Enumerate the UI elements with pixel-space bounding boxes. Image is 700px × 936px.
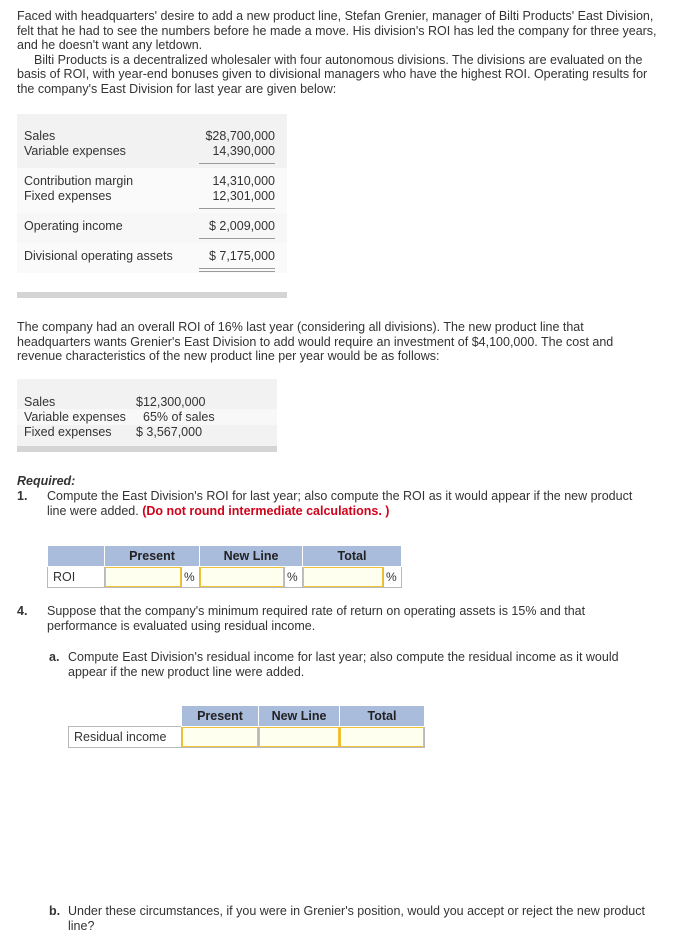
header-new-line: New Line (200, 546, 303, 567)
question-4b-text: Under these circumstances, if you were in Grenier's position, would you accept or reject the new product line? (68, 904, 645, 933)
intro-paragraph-2: Bilti Products is a decentralized wholesaler with four autonomous divisions. The divisions are evaluated on the basis of ROI, with year-end bonuses given to divisional managers who have the highest ROI. Operating results for the company's East Division for last year are given below: (17, 52, 648, 96)
new-fixed-label: Fixed expenses (24, 425, 112, 439)
header-total: Total (340, 706, 425, 727)
new-variable-value: 65% of sales (143, 410, 215, 424)
variable-expenses-label: Variable expenses (24, 144, 126, 158)
required-heading: Required: (17, 474, 76, 488)
roi-present-input[interactable] (105, 567, 181, 587)
table-bottom-bar (17, 446, 277, 452)
table-bottom-bar (17, 292, 287, 298)
contribution-margin-label: Contribution margin (24, 174, 134, 188)
divider (199, 238, 275, 239)
percent-sign: % (182, 567, 200, 588)
ri-present-input[interactable] (182, 727, 258, 747)
new-fixed-value: $ 3,567,000 (136, 425, 203, 439)
header-total: Total (303, 546, 402, 567)
fixed-expenses-value: 12,301,000 (212, 189, 275, 203)
operating-income-label: Operating income (24, 219, 123, 233)
header-blank (48, 546, 105, 567)
question-1-prompt: Compute the East Division's ROI for last year; also compute the ROI as it would appear if the new product line were added. (47, 489, 633, 518)
double-underline (199, 271, 275, 272)
double-underline (199, 268, 275, 269)
sales-label: Sales (24, 129, 56, 143)
residual-income-answer-table (68, 705, 425, 748)
header-present: Present (182, 706, 259, 727)
question-4b-letter: b. (49, 904, 61, 918)
percent-sign: % (285, 567, 303, 588)
new-variable-label: Variable expenses (24, 410, 126, 424)
ri-new-line-input[interactable] (259, 727, 339, 747)
operating-assets-label: Divisional operating assets (24, 249, 173, 263)
problem-intro (17, 9, 667, 96)
new-line-paragraph: The company had an overall ROI of 16% last year (considering all divisions). The new product line that headquarters wants Grenier's East Division to add would require an investment of $4,100,000. The cost and revenue characteristics of the new product line per year would be as follows: (17, 320, 614, 363)
question-4a-text: Compute East Division's residual income for last year; also compute the residual income as it would appear if the new product line were added. (68, 650, 619, 679)
question-1-text (47, 489, 637, 518)
sales-value: $28,700,000 (205, 129, 275, 143)
roi-total-input[interactable] (303, 567, 383, 587)
east-division-results-table (17, 114, 287, 298)
new-sales-value: $12,300,000 (136, 395, 206, 409)
percent-sign: % (384, 567, 402, 588)
header-new-line: New Line (259, 706, 340, 727)
ri-total-input[interactable] (340, 727, 424, 747)
question-1-number: 1. (17, 489, 28, 503)
header-blank (69, 706, 182, 727)
contribution-margin-value: 14,310,000 (212, 174, 275, 188)
divider (199, 208, 275, 209)
divider (199, 163, 275, 164)
question-4-text: Suppose that the company's minimum required rate of return on operating assets is 15% and that performance is evaluated using residual income. (47, 604, 586, 633)
rounding-note: (Do not round intermediate calculations. ) (142, 503, 390, 518)
roi-answer-table (47, 545, 402, 588)
roi-new-line-input[interactable] (200, 567, 284, 587)
operating-assets-value: $ 7,175,000 (208, 249, 275, 263)
header-present: Present (105, 546, 200, 567)
fixed-expenses-label: Fixed expenses (24, 189, 112, 203)
operating-income-value: $ 2,009,000 (208, 219, 275, 233)
variable-expenses-value: 14,390,000 (212, 144, 275, 158)
question-4a-letter: a. (49, 650, 60, 664)
residual-income-row-label: Residual income (69, 727, 182, 748)
new-line-table (17, 379, 277, 452)
new-sales-label: Sales (24, 395, 56, 409)
intro-paragraph-1: Faced with headquarters' desire to add a new product line, Stefan Grenier, manager of Bilti Products' East Division, felt that he had to see the numbers before he made a move. His division's ROI has led the company for three years, and he doesn't want any letdown. (17, 9, 657, 52)
roi-row-label: ROI (48, 567, 105, 588)
question-4-number: 4. (17, 604, 28, 618)
